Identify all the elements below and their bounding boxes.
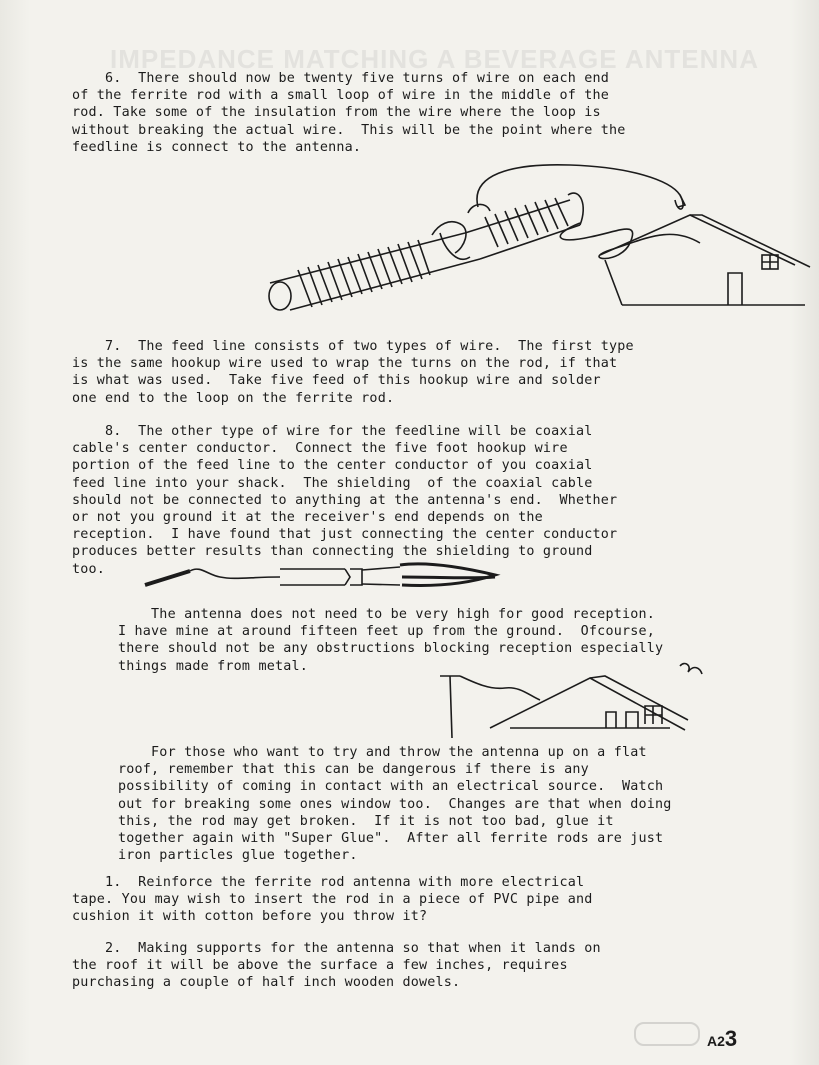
antenna-rod-sketch xyxy=(250,155,810,315)
house-sketch xyxy=(430,658,690,758)
bleed-through-logo xyxy=(634,1022,700,1046)
page-number-digit: 3 xyxy=(724,1026,738,1051)
coax-cable-sketch xyxy=(140,555,520,595)
page-number xyxy=(707,1026,737,1052)
paragraph-tip-1: 1. Reinforce the ferrite rod antenna with more electrical tape. You may wish to insert the rod in a piece of PVC pipe and cushion it with cotton before you throw it? xyxy=(72,875,593,925)
paragraph-step-6: 6. There should now be twenty five turns of wire on each end of the ferrite rod with a small loop of wire in the middle of the rod. Take some of the insulation from the wire where the loop is without breaking the actual wire. This will be the point where the feedline is connect to the antenna. xyxy=(72,71,626,155)
paragraph-antenna-height: The antenna does not need to be very high for good reception. I have mine at around fifteen feet up from the ground. Ofcourse, there should not be any obstructions blocking reception especially things made from metal. xyxy=(118,607,664,674)
bleed-through-title: IMPEDANCE MATCHING A BEVERAGE ANTENNA xyxy=(110,44,759,74)
paragraph-tip-2: 2. Making supports for the antenna so that when it lands on the roof it will be above the surface a few inches, requires purchasing a couple of half inch wooden dowels. xyxy=(72,941,601,991)
paragraph-flat-roof: For those who want to try and throw the antenna up on a flat roof, remember that this can be dangerous if there is any possibility of coming in contact with an electrical source. Watch out for breaking some ones window too. Changes are that when doing this, the rod may get broken. If it is not too bad, glue it together again with "Super Glue". After all ferrite rods are just iron particles glue together. xyxy=(118,745,672,864)
paragraph-step-8: 8. The other type of wire for the feedline will be coaxial cable's center conductor. Connect the five foot hookup wire portion of the feed line to the center conductor of you coaxial feed line into your shack. The shielding of the coaxial cable should not be connected to anything at the antenna's end. Whether or not you ground it at the receiver's end depends on the reception. I have found that just connecting the center conductor produces better results than connecting the shielding to ground too. xyxy=(72,424,618,577)
page-number-prefix: A2 xyxy=(707,1033,725,1049)
paragraph-step-7: 7. The feed line consists of two types of wire. The first type is the same hookup wire used to wrap the turns on the rod, if that is what was used. Take five feed of this hookup wire and solder one end to the loop on the ferrite rod. xyxy=(72,339,634,406)
